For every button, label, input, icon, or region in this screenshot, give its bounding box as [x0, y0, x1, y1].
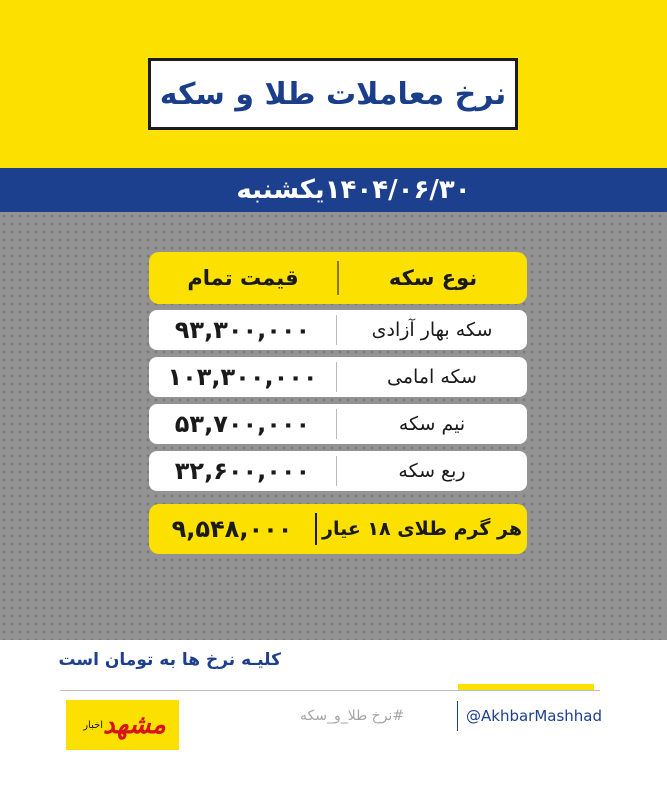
- table-row: [149, 357, 527, 397]
- logo-small-text: اخبار: [83, 719, 104, 731]
- akhbar-mashhad-logo: [66, 700, 179, 750]
- header-divider: [337, 261, 339, 295]
- cell-divider: [336, 315, 337, 345]
- column-header-type: نوع سکه: [388, 266, 478, 290]
- cell-divider: [336, 362, 337, 392]
- coin-name: ربع سکه: [398, 460, 466, 482]
- social-handle: @AkhbarMashhad: [466, 707, 603, 725]
- gram-price: ۹,۵۴۸,۰۰۰: [171, 515, 293, 543]
- gram-label: هر گرم طلای ۱۸ عیار: [322, 518, 522, 540]
- title-box: [148, 58, 518, 130]
- gram-divider: [315, 513, 317, 545]
- weekday-label: یکشنبه: [236, 175, 325, 205]
- table-header: [149, 252, 527, 304]
- coin-price: ۱۰۳,۳۰۰,۰۰۰: [167, 363, 318, 391]
- coin-price: ۳۲,۶۰۰,۰۰۰: [174, 457, 311, 485]
- hashtag: #نرخ طلا_و_سکه: [300, 708, 405, 724]
- coin-price: ۹۳,۳۰۰,۰۰۰: [174, 316, 311, 344]
- footer-rule: [60, 690, 600, 691]
- footer-accent-rule: [458, 684, 594, 690]
- gram-price-bar: [149, 504, 527, 554]
- cell-divider: [336, 456, 337, 486]
- coin-name: سکه امامی: [387, 366, 477, 388]
- footer-separator: [457, 701, 458, 731]
- coin-name: سکه بهار آزادی: [371, 319, 493, 341]
- page-title: نرخ معاملات طلا و سکه: [159, 76, 507, 112]
- currency-note: کلیـه نرخ ها به تومان است: [58, 650, 281, 670]
- table-row: [149, 404, 527, 444]
- coin-price: ۵۳,۷۰۰,۰۰۰: [174, 410, 311, 438]
- column-header-price: قیمت تمام: [187, 266, 299, 290]
- coin-name: نیم سکه: [398, 413, 466, 435]
- logo-main-text: مشهد: [103, 710, 166, 740]
- cell-divider: [336, 409, 337, 439]
- date-band: [0, 168, 667, 212]
- table-row: [149, 451, 527, 491]
- table-row: [149, 310, 527, 350]
- date-label: ۱۴۰۴/۰۶/۳۰: [324, 175, 471, 205]
- header-band: [0, 0, 667, 168]
